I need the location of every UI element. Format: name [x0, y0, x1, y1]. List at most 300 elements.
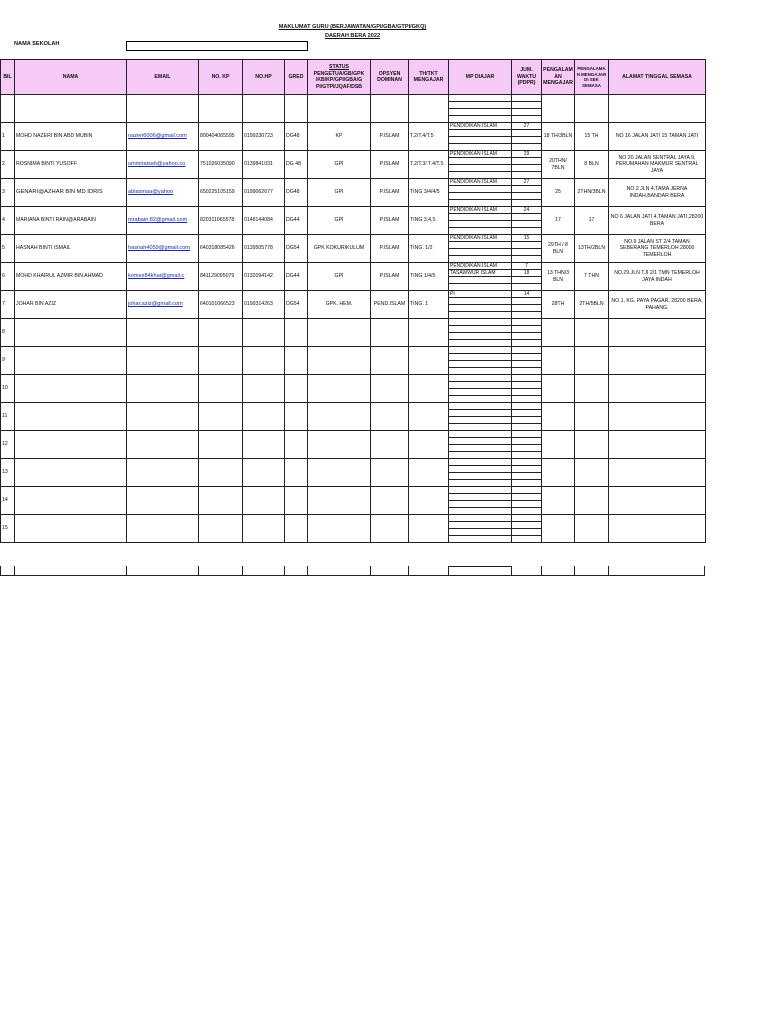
table-cell[interactable] — [243, 95, 285, 123]
school-name-input[interactable] — [126, 41, 308, 51]
table-cell[interactable] — [127, 459, 199, 487]
pengalaman-sek-cell[interactable] — [575, 263, 609, 291]
table-cell[interactable] — [575, 319, 609, 347]
table-cell[interactable] — [308, 487, 371, 515]
table-cell[interactable] — [371, 95, 409, 123]
table-cell[interactable] — [243, 375, 285, 403]
pengalaman-cell-text: 13 THN/3 BLN — [546, 270, 570, 283]
col-header-opsyen: OPSYEN DOMINAN — [371, 60, 409, 95]
jum-cell[interactable] — [512, 375, 542, 403]
nama-cell[interactable] — [15, 235, 127, 263]
table-cell[interactable] — [371, 431, 409, 459]
gridline — [370, 566, 371, 575]
jum-cell-line — [512, 158, 541, 165]
nama-cell-text: HASNAH BINTI ISMAIL — [16, 245, 71, 252]
jum-cell[interactable] — [512, 431, 542, 459]
pengalaman-cell[interactable] — [542, 207, 575, 235]
mp-cell[interactable] — [449, 375, 512, 403]
table-cell[interactable] — [609, 487, 706, 515]
bil-cell[interactable] — [1, 459, 15, 487]
jum-cell[interactable] — [512, 291, 542, 319]
mp-cell-line — [449, 214, 511, 221]
jum-cell[interactable] — [512, 347, 542, 375]
opsyen-cell[interactable] — [371, 179, 409, 207]
bil-cell[interactable] — [1, 207, 15, 235]
bil-cell[interactable] — [1, 263, 15, 291]
mp-cell[interactable] — [449, 487, 512, 515]
table-cell[interactable] — [243, 319, 285, 347]
nama-cell[interactable] — [15, 123, 127, 151]
alamat-cell[interactable] — [609, 235, 706, 263]
pengalaman-cell-text: 25 — [555, 189, 561, 196]
alamat-cell[interactable] — [609, 207, 706, 235]
table-cell[interactable] — [542, 403, 575, 431]
pengalaman-sek-cell[interactable] — [575, 235, 609, 263]
mp-cell[interactable] — [449, 515, 512, 543]
nama-cell[interactable] — [15, 151, 127, 179]
thtkt-cell[interactable] — [409, 179, 449, 207]
bil-cell[interactable] — [1, 291, 15, 319]
pengalaman-cell[interactable] — [542, 123, 575, 151]
pengalaman-cell[interactable] — [542, 151, 575, 179]
jum-cell-line — [512, 515, 541, 522]
table-cell[interactable] — [243, 487, 285, 515]
table-cell[interactable] — [243, 459, 285, 487]
pengalaman-sek-cell[interactable] — [575, 291, 609, 319]
table-cell[interactable] — [243, 347, 285, 375]
table-cell[interactable] — [609, 515, 706, 543]
nokp-cell[interactable] — [199, 123, 243, 151]
gred-cell-text: DG54 — [286, 301, 300, 308]
alamat-cell-text: NO 20 JALAN SENTRAL JAYA 9, PERUMAHAN MAKMUR SENTRAL JAYA — [615, 155, 699, 174]
jum-cell[interactable] — [512, 95, 542, 123]
jum-cell[interactable] — [512, 515, 542, 543]
nokp-cell[interactable] — [199, 207, 243, 235]
bil-cell[interactable] — [1, 403, 15, 431]
thtkt-cell[interactable] — [409, 151, 449, 179]
empty-row — [1, 459, 706, 487]
thtkt-cell[interactable] — [409, 263, 449, 291]
opsyen-cell[interactable] — [371, 151, 409, 179]
table-cell[interactable] — [371, 403, 409, 431]
nohp-cell[interactable] — [243, 263, 285, 291]
mp-cell[interactable] — [449, 235, 512, 263]
table-cell[interactable] — [308, 459, 371, 487]
bil-cell-text: 1 — [2, 133, 5, 140]
mp-cell[interactable] — [449, 151, 512, 179]
table-cell[interactable] — [371, 459, 409, 487]
table-cell[interactable] — [371, 319, 409, 347]
gred-cell[interactable] — [285, 235, 308, 263]
email-cell[interactable] — [127, 123, 199, 151]
opsyen-cell[interactable] — [371, 207, 409, 235]
mp-cell[interactable] — [449, 431, 512, 459]
table-cell[interactable] — [409, 347, 449, 375]
table-cell[interactable] — [371, 487, 409, 515]
status-cell[interactable] — [308, 235, 371, 263]
bil-cell[interactable] — [1, 515, 15, 543]
table-cell[interactable] — [575, 459, 609, 487]
table-cell[interactable] — [609, 459, 706, 487]
email-cell[interactable] — [127, 235, 199, 263]
empty-row — [1, 403, 706, 431]
status-title: STATUS — [329, 64, 349, 70]
nama-cell[interactable] — [15, 291, 127, 319]
jum-cell-line — [512, 277, 541, 284]
table-cell[interactable] — [308, 431, 371, 459]
nohp-cell[interactable] — [243, 123, 285, 151]
table-cell[interactable] — [308, 347, 371, 375]
table-cell[interactable] — [199, 95, 243, 123]
mp-cell-line — [449, 536, 511, 542]
table-cell[interactable] — [127, 515, 199, 543]
table-cell[interactable] — [199, 347, 243, 375]
mp-cell-line — [449, 417, 511, 424]
mp-cell-line — [449, 221, 511, 228]
jum-cell[interactable] — [512, 459, 542, 487]
table-cell[interactable] — [575, 347, 609, 375]
sheet-subtitle: DAERAH BERA 2022 — [324, 33, 381, 39]
table-cell[interactable] — [1, 95, 15, 123]
table-cell[interactable] — [542, 375, 575, 403]
jum-cell[interactable] — [512, 263, 542, 291]
email-cell[interactable] — [127, 291, 199, 319]
table-cell[interactable] — [127, 319, 199, 347]
table-cell[interactable] — [542, 431, 575, 459]
bil-cell[interactable] — [1, 151, 15, 179]
table-cell[interactable] — [609, 347, 706, 375]
pengalaman-sek-cell[interactable] — [575, 151, 609, 179]
table-cell[interactable] — [409, 95, 449, 123]
mp-cell-line — [449, 130, 511, 137]
nama-cell-text: GENARI@AZHAR BIN MD IDRIS — [16, 189, 103, 196]
nokp-cell[interactable] — [199, 179, 243, 207]
email-cell[interactable] — [127, 207, 199, 235]
bil-cell[interactable] — [1, 235, 15, 263]
gred-cell[interactable] — [285, 263, 308, 291]
table-cell[interactable] — [575, 375, 609, 403]
table-cell[interactable] — [243, 431, 285, 459]
table-cell[interactable] — [285, 95, 308, 123]
bil-cell[interactable] — [1, 431, 15, 459]
table-cell[interactable] — [199, 403, 243, 431]
table-cell[interactable] — [409, 487, 449, 515]
nokp-cell[interactable] — [199, 151, 243, 179]
table-cell[interactable] — [542, 319, 575, 347]
table-cell[interactable] — [609, 431, 706, 459]
email-cell[interactable] — [127, 263, 199, 291]
gred-cell[interactable] — [285, 179, 308, 207]
table-cell[interactable] — [409, 319, 449, 347]
nama-cell-text: ROSNIMA BINTI YUSOFF — [16, 161, 78, 168]
jum-cell[interactable] — [512, 207, 542, 235]
gridline — [704, 566, 705, 575]
mp-cell-line — [449, 501, 511, 508]
mp-cell-line — [449, 158, 511, 165]
email-cell-text: mrabain.82@gmail.com — [128, 217, 188, 224]
table-cell[interactable] — [609, 375, 706, 403]
table-cell[interactable] — [371, 375, 409, 403]
nama-cell[interactable] — [15, 207, 127, 235]
email-cell-text: hasnah4059@gmail.com — [128, 245, 190, 252]
nohp-cell[interactable] — [243, 291, 285, 319]
table-cell[interactable] — [199, 319, 243, 347]
gred-cell[interactable] — [285, 123, 308, 151]
table-cell[interactable] — [127, 487, 199, 515]
table-cell[interactable] — [575, 95, 609, 123]
nama-cell-text: MARIANA BINTI RAIN@ARABAIN — [16, 217, 96, 224]
table-cell[interactable] — [15, 95, 127, 123]
jum-cell-line — [512, 242, 541, 249]
mp-cell[interactable] — [449, 459, 512, 487]
pengalaman-cell[interactable] — [542, 235, 575, 263]
table-cell[interactable] — [285, 487, 308, 515]
footer-row — [0, 566, 705, 576]
jum-cell[interactable] — [512, 123, 542, 151]
table-cell[interactable] — [127, 403, 199, 431]
status-cell-text: GPI — [334, 161, 344, 168]
table-cell[interactable] — [127, 375, 199, 403]
table-cell[interactable] — [199, 515, 243, 543]
table-cell[interactable] — [15, 431, 127, 459]
jum-cell-line — [512, 354, 541, 361]
alamat-cell-text: NO.9 JALAN ST 2/4 TAMAN SEBERANG TEMERLOH 28000 TEMERLOH — [619, 239, 695, 258]
nohp-cell[interactable] — [243, 151, 285, 179]
gridline — [511, 566, 512, 575]
opsyen-cell[interactable] — [371, 235, 409, 263]
table-cell[interactable] — [542, 459, 575, 487]
opsyen-cell-text: P.ISLAM — [379, 273, 400, 280]
jum-cell-line: 15 — [512, 235, 541, 242]
nama-cell[interactable] — [15, 263, 127, 291]
header-row — [1, 60, 706, 95]
jum-cell-line — [512, 256, 541, 262]
bil-cell[interactable] — [1, 123, 15, 151]
jum-cell-line — [512, 389, 541, 396]
table-cell[interactable] — [15, 487, 127, 515]
table-cell[interactable] — [15, 347, 127, 375]
table-cell[interactable] — [15, 515, 127, 543]
table-cell[interactable] — [285, 347, 308, 375]
table-cell[interactable] — [285, 403, 308, 431]
alamat-cell[interactable] — [609, 179, 706, 207]
table-cell[interactable] — [285, 515, 308, 543]
status-cell-text: GPI — [334, 189, 344, 196]
table-cell[interactable] — [575, 431, 609, 459]
pengalaman-sek-cell-text: 2THN/3BLN — [577, 189, 606, 196]
table-cell[interactable] — [15, 375, 127, 403]
bil-cell-text: 2 — [2, 161, 5, 168]
jum-cell-line — [512, 494, 541, 501]
status-cell[interactable] — [308, 179, 371, 207]
opsyen-cell[interactable] — [371, 123, 409, 151]
mp-cell[interactable] — [449, 263, 512, 291]
pengalaman-cell-text: 28TH — [551, 301, 565, 308]
table-cell[interactable] — [199, 375, 243, 403]
pengalaman-sek-cell[interactable] — [575, 207, 609, 235]
thtkt-cell-text: TING. 1/2 — [410, 245, 433, 252]
mp-cell[interactable] — [449, 291, 512, 319]
table-cell[interactable] — [15, 403, 127, 431]
bil-cell[interactable] — [1, 319, 15, 347]
opsyen-cell[interactable] — [371, 263, 409, 291]
table-cell[interactable] — [243, 515, 285, 543]
nokp-cell-text: 640318085426 — [200, 245, 235, 252]
table-cell[interactable] — [15, 459, 127, 487]
nokp-cell[interactable] — [199, 263, 243, 291]
table-cell[interactable] — [243, 403, 285, 431]
pengalaman-cell[interactable] — [542, 263, 575, 291]
col-header-bil: BIL — [1, 60, 15, 95]
table-cell[interactable] — [409, 515, 449, 543]
alamat-cell[interactable] — [609, 151, 706, 179]
jum-cell-line — [512, 361, 541, 368]
table-cell[interactable] — [308, 403, 371, 431]
pengalaman-sek-cell[interactable] — [575, 179, 609, 207]
email-cell[interactable] — [127, 151, 199, 179]
table-cell[interactable] — [409, 375, 449, 403]
pengalaman-cell-text: 18 TH/3BLN — [543, 133, 573, 140]
thtkt-cell[interactable] — [409, 207, 449, 235]
table-cell[interactable] — [409, 403, 449, 431]
pengalaman-sek-cell[interactable] — [575, 123, 609, 151]
jum-cell-line — [512, 221, 541, 228]
jum-cell-line — [512, 340, 541, 346]
alamat-cell-text: NO 16 JALAN JATI 15 TAMAN JATI — [615, 133, 699, 140]
table-cell[interactable] — [285, 459, 308, 487]
table-cell[interactable] — [285, 375, 308, 403]
bil-cell[interactable] — [1, 179, 15, 207]
jum-cell[interactable] — [512, 235, 542, 263]
pengalaman-cell-text: 17 — [555, 217, 561, 224]
jum-cell-line — [512, 312, 541, 318]
table-cell[interactable] — [127, 347, 199, 375]
status-cell[interactable] — [308, 291, 371, 319]
table-cell[interactable] — [542, 95, 575, 123]
email-cell[interactable] — [127, 179, 199, 207]
status-cell[interactable] — [308, 263, 371, 291]
table-cell[interactable] — [308, 319, 371, 347]
pengalaman-cell[interactable] — [542, 179, 575, 207]
table-cell[interactable] — [542, 347, 575, 375]
nohp-cell[interactable] — [243, 179, 285, 207]
pengalaman-cell[interactable] — [542, 291, 575, 319]
nokp-cell[interactable] — [199, 291, 243, 319]
mp-cell[interactable] — [449, 179, 512, 207]
opsyen-cell-text: P.ISLAM — [379, 133, 400, 140]
mp-cell-line: TASAWWUR ISLAM — [449, 270, 511, 277]
gridline — [574, 566, 575, 575]
table-cell[interactable] — [199, 487, 243, 515]
table-cell[interactable] — [409, 431, 449, 459]
jum-cell-line: 29 — [512, 151, 541, 158]
table-cell[interactable] — [371, 347, 409, 375]
empty-row — [1, 347, 706, 375]
thtkt-cell-text: TING 3,4,5 — [410, 217, 436, 224]
mp-cell[interactable] — [449, 403, 512, 431]
mp-cell-line: PENDIDIKAN ISLAM — [449, 151, 511, 158]
thtkt-cell[interactable] — [409, 235, 449, 263]
gred-cell[interactable] — [285, 207, 308, 235]
nama-cell[interactable] — [15, 179, 127, 207]
gridline — [242, 566, 243, 575]
jum-cell-line — [512, 333, 541, 340]
thtkt-cell[interactable] — [409, 123, 449, 151]
teacher-row — [1, 179, 706, 207]
mp-cell-line — [449, 459, 511, 466]
mp-cell-line: PENDIDIKAN ISLAM — [449, 263, 511, 270]
gred-cell[interactable] — [285, 151, 308, 179]
status-cell[interactable] — [308, 123, 371, 151]
table-cell[interactable] — [199, 459, 243, 487]
status-cell[interactable] — [308, 151, 371, 179]
table-cell[interactable] — [127, 95, 199, 123]
mp-cell[interactable] — [449, 347, 512, 375]
table-cell[interactable] — [285, 319, 308, 347]
table-cell[interactable] — [575, 403, 609, 431]
table-cell[interactable] — [199, 431, 243, 459]
nohp-cell[interactable] — [243, 235, 285, 263]
mp-cell[interactable] — [449, 319, 512, 347]
jum-cell[interactable] — [512, 179, 542, 207]
teacher-row — [1, 235, 706, 263]
table-cell[interactable] — [575, 515, 609, 543]
thtkt-cell[interactable] — [409, 291, 449, 319]
table-cell[interactable] — [308, 375, 371, 403]
table-cell[interactable] — [542, 515, 575, 543]
table-cell[interactable] — [308, 515, 371, 543]
mp-cell[interactable] — [449, 207, 512, 235]
jum-cell-line — [512, 529, 541, 536]
alamat-cell[interactable] — [609, 291, 706, 319]
opsyen-cell[interactable] — [371, 291, 409, 319]
jum-cell[interactable] — [512, 151, 542, 179]
table-cell[interactable] — [308, 95, 371, 123]
status-cell[interactable] — [308, 207, 371, 235]
mp-cell[interactable] — [449, 95, 512, 123]
bil-cell[interactable] — [1, 375, 15, 403]
jum-cell-line — [512, 466, 541, 473]
table-cell[interactable] — [285, 431, 308, 459]
alamat-cell[interactable] — [609, 263, 706, 291]
table-cell[interactable] — [409, 459, 449, 487]
teacher-row — [1, 123, 706, 151]
table-cell[interactable] — [609, 319, 706, 347]
jum-cell[interactable] — [512, 319, 542, 347]
jum-cell[interactable] — [512, 487, 542, 515]
mp-cell[interactable] — [449, 123, 512, 151]
mp-cell-line — [449, 410, 511, 417]
table-cell[interactable] — [575, 487, 609, 515]
table-cell[interactable] — [15, 319, 127, 347]
mp-cell-line — [449, 361, 511, 368]
jum-cell-line — [512, 200, 541, 206]
table-cell[interactable] — [371, 515, 409, 543]
nohp-cell[interactable] — [243, 207, 285, 235]
mp-cell-line — [449, 508, 511, 514]
jum-cell[interactable] — [512, 403, 542, 431]
jum-cell-line — [512, 249, 541, 256]
bil-cell[interactable] — [1, 487, 15, 515]
alamat-cell[interactable] — [609, 123, 706, 151]
table-cell[interactable] — [542, 487, 575, 515]
table-cell[interactable] — [609, 403, 706, 431]
table-cell[interactable] — [127, 431, 199, 459]
table-cell[interactable] — [609, 95, 706, 123]
gred-cell[interactable] — [285, 291, 308, 319]
nokp-cell[interactable] — [199, 235, 243, 263]
bil-cell[interactable] — [1, 347, 15, 375]
